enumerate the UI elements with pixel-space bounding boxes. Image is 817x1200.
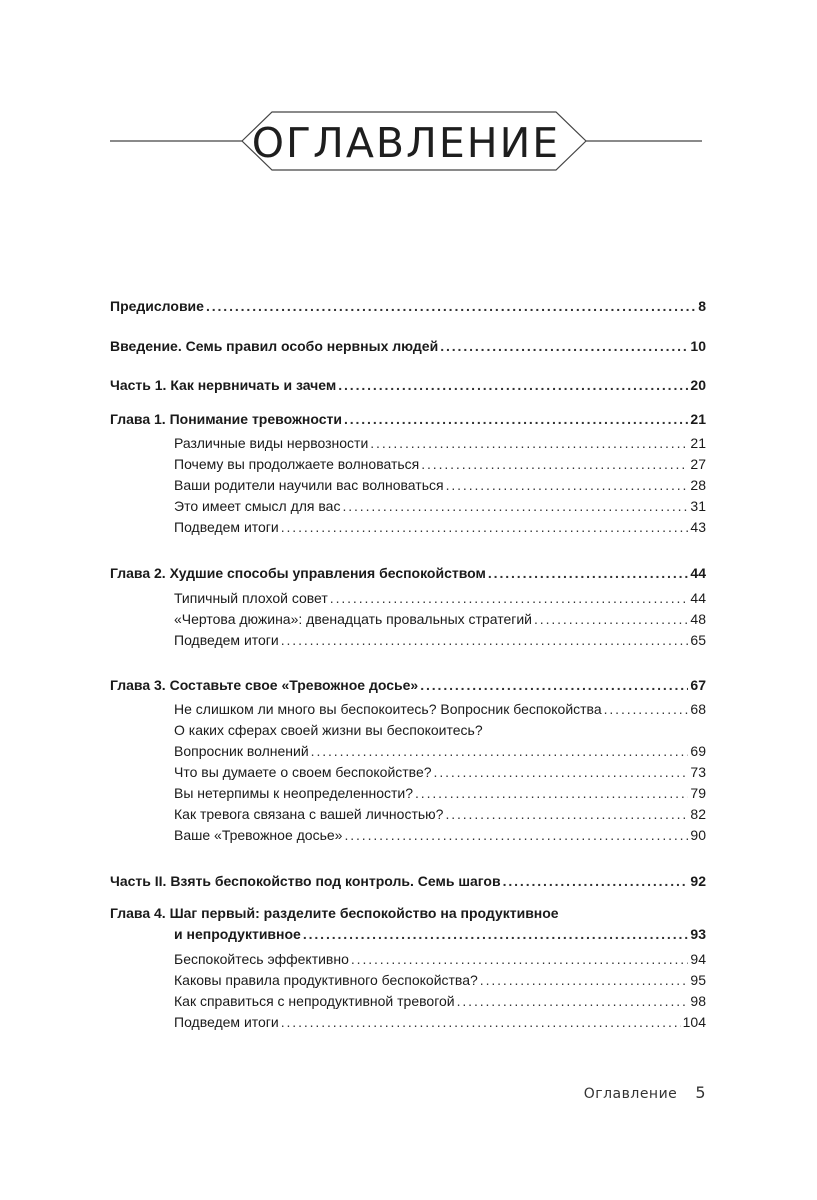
- toc-entry[interactable]: Введение. Семь правил особо нервных людей . . . 10: [110, 336, 706, 356]
- toc-entry[interactable]: Ваши родители научили вас волноваться . . . 28: [174, 475, 706, 495]
- page-footer: [584, 1083, 706, 1102]
- toc-entry[interactable]: Это имеет смысл для вас . . . 31: [174, 496, 706, 516]
- toc-entry[interactable]: Различные виды нервозности . . . 21: [174, 433, 706, 453]
- footer-section-title: Оглавление: [583, 1086, 678, 1102]
- toc-entry[interactable]: Каковы правила продуктивного беспокойства? . . . 95: [174, 970, 706, 990]
- toc-entry[interactable]: «Чертова дюжина»: двенадцать провальных стратегий . . . 48: [174, 609, 706, 629]
- toc-entry[interactable]: Предисловие . . . 8: [110, 296, 706, 316]
- page-title: ОГЛАВЛЕНИЕ: [251, 119, 561, 167]
- toc-entry[interactable]: О каких сферах своей жизни вы беспокоитесь?: [174, 722, 483, 738]
- toc-entry[interactable]: Типичный плохой совет . . . 44: [174, 588, 706, 608]
- toc-entry[interactable]: Ваше «Тревожное досье» . . . 90: [174, 825, 706, 845]
- toc-entry[interactable]: Как справиться с непродуктивной тревогой . . . 98: [174, 991, 706, 1011]
- toc-entry[interactable]: Подведем итоги . . . 65: [174, 630, 706, 650]
- toc-entry[interactable]: Как тревога связана с вашей личностью? . . . 82: [174, 804, 706, 824]
- toc-entry[interactable]: Часть II. Взять беспокойство под контроль. Семь шагов . . . 92: [110, 871, 706, 891]
- toc-entry[interactable]: Вы нетерпимы к неопределенности? . . . 79: [174, 783, 706, 803]
- toc-entry[interactable]: Глава 3. Составьте свое «Тревожное досье» . . . 67: [110, 675, 706, 695]
- toc-entry[interactable]: Глава 1. Понимание тревожности . . . 21: [110, 409, 706, 429]
- toc-entry[interactable]: Глава 4. Шаг первый: разделите беспокойство на продуктивное: [110, 905, 559, 921]
- toc-entry[interactable]: Почему вы продолжаете волноваться . . . 27: [174, 454, 706, 474]
- toc-entry[interactable]: Подведем итоги . . . 104: [174, 1012, 706, 1032]
- page-number: 5: [695, 1083, 706, 1102]
- toc-entry[interactable]: и непродуктивное . . . 93: [174, 924, 706, 944]
- toc-entry[interactable]: Часть 1. Как нервничать и зачем . . . 20: [110, 375, 706, 395]
- title-banner: [110, 110, 702, 176]
- toc-entry[interactable]: Беспокойтесь эффективно . . . 94: [174, 949, 706, 969]
- toc-entry[interactable]: Что вы думаете о своем беспокойстве? . . . 73: [174, 762, 706, 782]
- toc-entry[interactable]: Не слишком ли много вы беспокоитесь? Вопросник беспокойства . . . 68: [174, 699, 706, 719]
- toc-entry[interactable]: Подведем итоги . . . 43: [174, 517, 706, 537]
- toc-entry[interactable]: Глава 2. Худшие способы управления беспокойством . . . 44: [110, 563, 706, 583]
- toc-entry[interactable]: Вопросник волнений . . . 69: [174, 741, 706, 761]
